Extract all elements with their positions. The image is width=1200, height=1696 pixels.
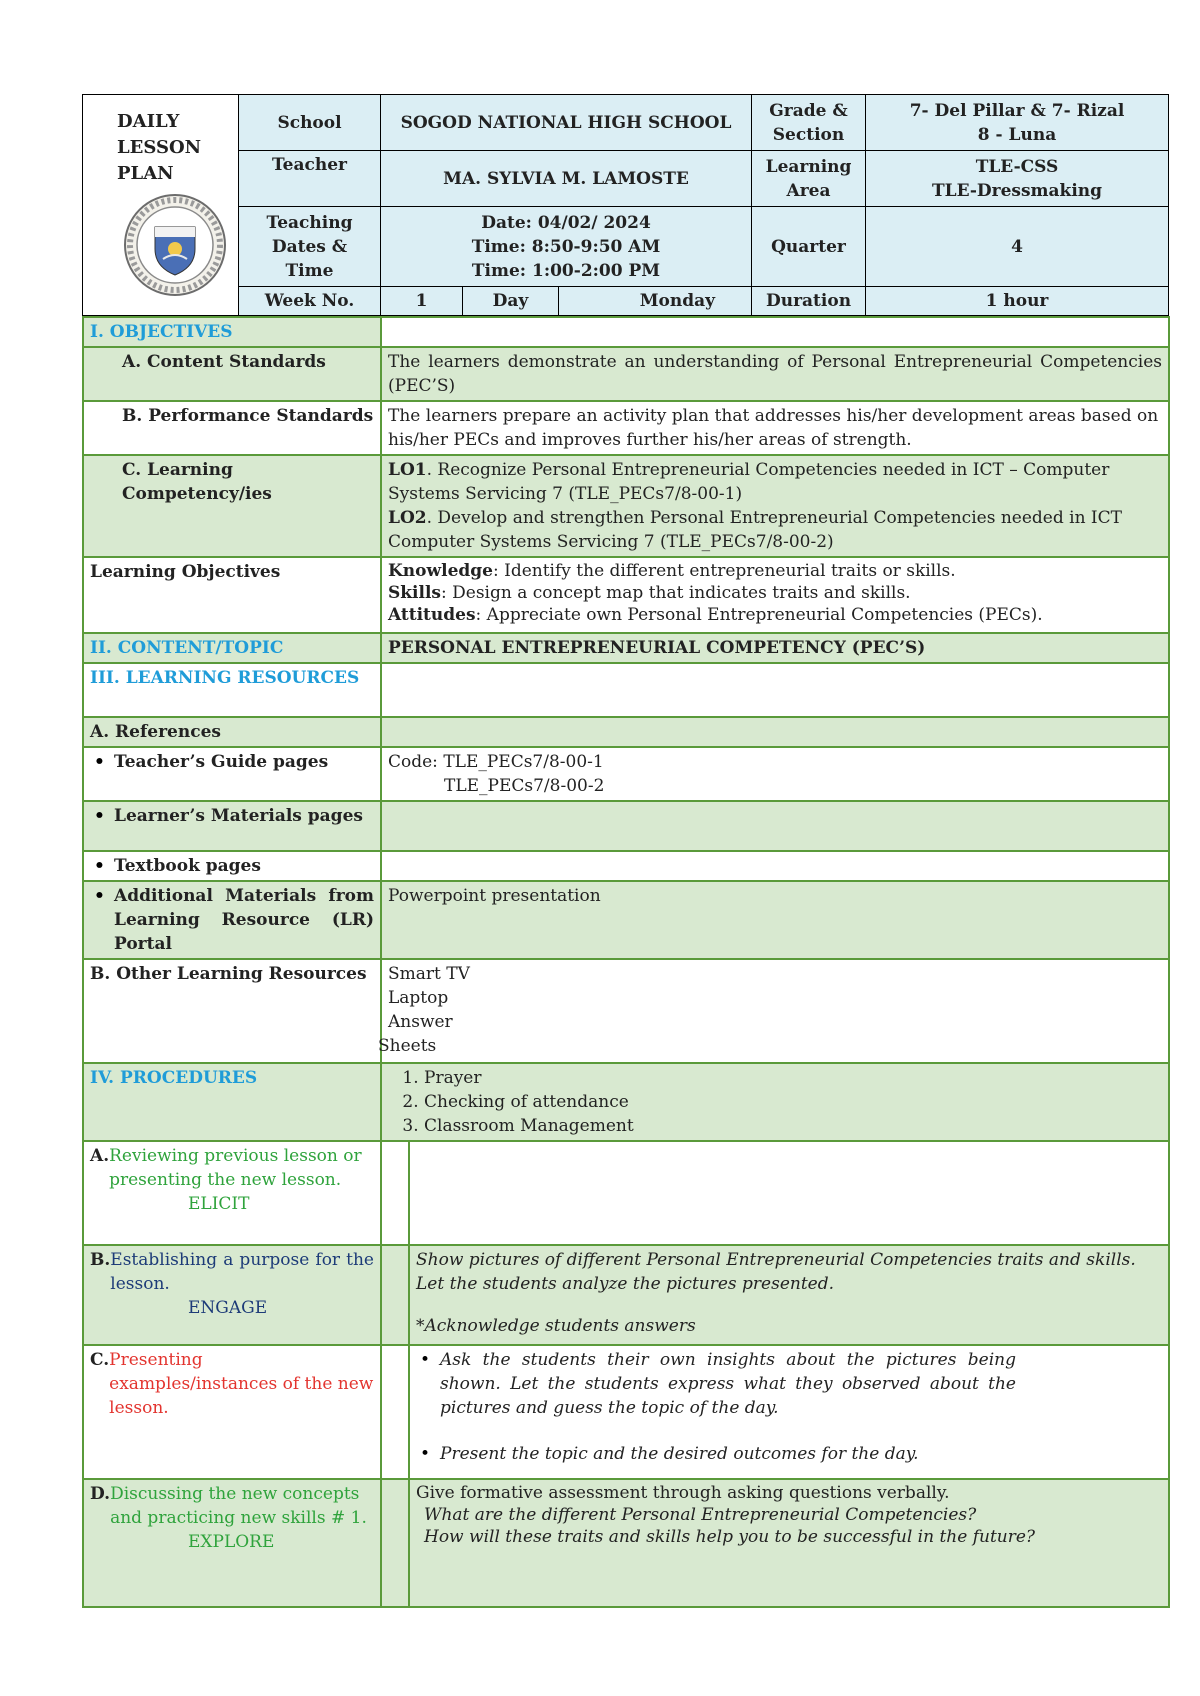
procedure-step: 2. Checking of attendance: [424, 1090, 1162, 1114]
other-resources-value: Smart TV Laptop Answer Sheets: [381, 959, 1169, 1063]
knowledge-objective: Knowledge: Identify the different entrepreneurial traits or skills.: [388, 561, 956, 581]
procedure-d-value: Give formative assessment through asking questions verbally. What are the different Personal Entrepreneurial Competencies? How will these traits and skills help you to be successful in the future?: [409, 1479, 1169, 1607]
school-label: School: [239, 95, 381, 151]
lo1: LO1. Recognize Personal Entrepreneurial Competencies needed in ICT – Computer Systems Servicing 7 (TLE_PECs7/8-00-1): [388, 460, 1110, 504]
procedure-d-label: D. Discussing the new concepts and practicing new skills # 1. EXPLORE: [83, 1479, 381, 1607]
teacher-label: Teacher: [239, 151, 381, 207]
content-standards-value: The learners demonstrate an understanding of Personal Entrepreneurial Competencies (PEC’S): [381, 347, 1169, 401]
content-topic-value: PERSONAL ENTREPRENEURIAL COMPETENCY (PEC’S): [381, 633, 1169, 663]
objectives-heading: I. OBJECTIVES: [83, 317, 381, 347]
procedures-opening: [381, 1063, 1169, 1141]
lo2: LO2. Develop and strengthen Personal Entrepreneurial Competencies needed in ICT Computer Systems Servicing 7 (TLE_PECs7/8-00-2): [388, 508, 1122, 552]
performance-standards-value: The learners prepare an activity plan that addresses his/her development areas based on his/her PECs and improves further his/her areas of strength.: [381, 401, 1169, 455]
other-resources-label: B. Other Learning Resources: [83, 959, 381, 1063]
textbook-pages-empty: [381, 851, 1169, 881]
lesson-body-table: [82, 316, 1170, 1608]
learning-competency-value: [381, 455, 1169, 557]
teachers-guide-value: Code: TLE_PECs7/8-00-1 TLE_PECs7/8-00-2: [381, 747, 1169, 801]
title-cell: [83, 95, 239, 316]
learning-resources-empty: [381, 663, 1169, 717]
header-table: [82, 94, 1169, 316]
textbook-pages-label: • Textbook pages: [83, 851, 381, 881]
learning-objectives-label: Learning Objectives: [83, 557, 381, 633]
procedure-step: 3. Classroom Management: [424, 1114, 1162, 1138]
area-value: TLE-CSS TLE-Dressmaking: [866, 151, 1169, 207]
teacher-value: MA. SYLVIA M. LAMOSTE: [381, 151, 752, 207]
learning-objectives-value: [381, 557, 1169, 633]
procedure-a-value: [409, 1141, 1169, 1245]
teachers-guide-label: • Teacher’s Guide pages: [83, 747, 381, 801]
deped-seal-logo: [123, 193, 208, 304]
document-title: DAILY LESSON PLAN: [117, 111, 202, 184]
content-topic-heading: II. CONTENT/TOPIC: [83, 633, 381, 663]
day-value: Monday: [559, 287, 752, 316]
procedure-d-spacer: [381, 1479, 409, 1607]
week-label: Week No.: [239, 287, 381, 316]
performance-standards-label: B. Performance Standards: [83, 401, 381, 455]
learners-materials-empty: [381, 801, 1169, 851]
references-empty: [381, 717, 1169, 747]
procedure-a-label: A. Reviewing previous lesson or presenting the new lesson. ELICIT: [83, 1141, 381, 1245]
dates-value: Date: 04/02/ 2024 Time: 8:50-9:50 AM Time: 1:00-2:00 PM: [381, 207, 752, 287]
procedure-step: 1. Prayer: [424, 1066, 1162, 1090]
objectives-empty: [381, 317, 1169, 347]
quarter-label: Quarter: [752, 207, 866, 287]
grade-label: Grade & Section: [752, 95, 866, 151]
lesson-plan-document: [82, 94, 1168, 1608]
week-value: 1: [381, 287, 463, 316]
dates-label: Teaching Dates & Time: [239, 207, 381, 287]
additional-materials-label: • Additional Materials from Learning Resource (LR) Portal: [83, 881, 381, 959]
procedure-b-value: Show pictures of different Personal Entrepreneurial Competencies traits and skills. Let the students analyze the pictures presented. *Acknowledge students answers: [409, 1245, 1169, 1345]
procedures-heading: IV. PROCEDURES: [83, 1063, 381, 1141]
duration-label: Duration: [752, 287, 866, 316]
procedure-c-label: C. Presenting examples/instances of the new lesson.: [83, 1345, 381, 1479]
day-label: Day: [463, 287, 559, 316]
learning-resources-heading: III. LEARNING RESOURCES: [83, 663, 381, 717]
learning-competency-label: C. Learning Competency/ies: [83, 455, 381, 557]
additional-materials-value: Powerpoint presentation: [381, 881, 1169, 959]
procedure-a-spacer: [381, 1141, 409, 1245]
duration-value: 1 hour: [866, 287, 1169, 316]
grade-value: 7- Del Pillar & 7- Rizal 8 - Luna: [866, 95, 1169, 151]
attitudes-objective: Attitudes: Appreciate own Personal Entrepreneurial Competencies (PECs).: [388, 605, 1043, 625]
references-label: A. References: [83, 717, 381, 747]
skills-objective: Skills: Design a concept map that indicates traits and skills.: [388, 583, 911, 603]
learners-materials-label: • Learner’s Materials pages: [83, 801, 381, 851]
procedure-b-spacer: [381, 1245, 409, 1345]
school-value: SOGOD NATIONAL HIGH SCHOOL: [381, 95, 752, 151]
procedure-c-spacer: [381, 1345, 409, 1479]
procedure-b-label: B. Establishing a purpose for the lesson. ENGAGE: [83, 1245, 381, 1345]
content-standards-label: A. Content Standards: [83, 347, 381, 401]
quarter-value: 4: [866, 207, 1169, 287]
procedure-c-value: • Ask the students their own insights about the pictures being shown. Let the students express what they observed about the pictures and guess the topic of the day. • Present the topic and the desired outcomes for the day.: [409, 1345, 1169, 1479]
area-label: Learning Area: [752, 151, 866, 207]
